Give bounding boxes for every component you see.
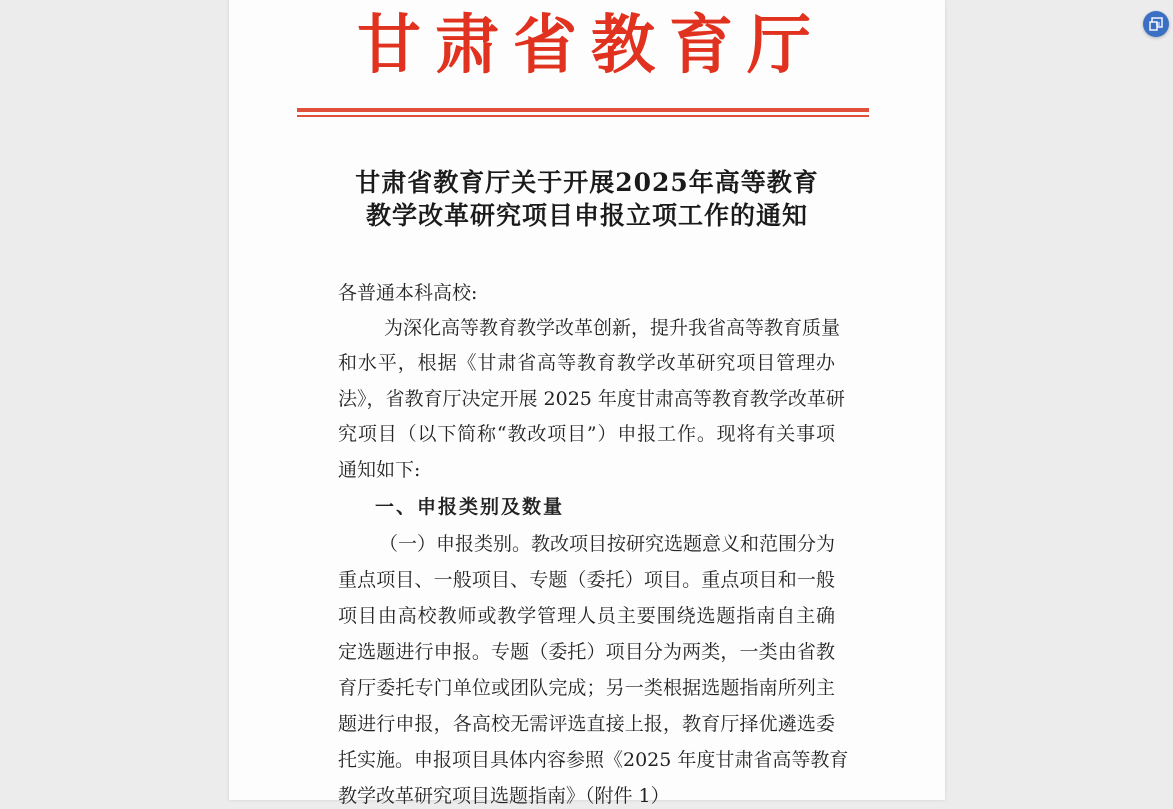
- document-page: [229, 0, 945, 807]
- title-line-2: 教学改革研究项目申报立项工作的通知: [365, 201, 808, 230]
- translate-image-button[interactable]: [1143, 11, 1169, 37]
- section-line: 教学改革研究项目选题指南》（附件 1）: [338, 785, 670, 807]
- section-line: 托实施。申报项目具体内容参照《2025 年度甘肃省高等教育: [338, 749, 849, 771]
- masthead: 甘肃省教育厅: [357, 8, 825, 83]
- section-line: 题进行申报，各高校无需评选直接上报，教育厅择优遴选委: [338, 713, 835, 735]
- body-line: 法》，省教育厅决定开展 2025 年度甘肃高等教育教学改革研: [338, 388, 845, 410]
- section-heading: 一、申报类别及数量: [375, 496, 565, 518]
- masthead-rule-thin: [297, 115, 869, 117]
- masthead-rule-thick: [297, 108, 869, 112]
- section-line: （一）申报类别。教改项目按研究选题意义和范围分为: [379, 533, 836, 555]
- body-line: 和水平，根据《甘肃省高等教育教学改革研究项目管理办: [338, 352, 835, 374]
- body-line: 究项目（以下简称“教改项目”）申报工作。现将有关事项: [338, 423, 835, 445]
- translate-image-icon: [1148, 16, 1164, 32]
- section-line: 重点项目、一般项目、专题（委托）项目。重点项目和一般: [338, 569, 835, 591]
- section-line: 项目由高校教师或教学管理人员主要围绕选题指南自主确: [338, 605, 835, 627]
- body-line: 为深化高等教育教学改革创新，提升我省高等教育质量: [384, 317, 841, 339]
- salutation: 各普通本科高校:: [338, 282, 478, 304]
- section-line: 育厅委托专门单位或团队完成；另一类根据选题指南所列主: [338, 677, 835, 699]
- title-line-1: 甘肃省教育厅关于开展2025年高等教育: [355, 168, 819, 197]
- body-line: 通知如下:: [338, 459, 421, 481]
- section-line: 定选题进行申报。专题（委托）项目分为两类，一类由省教: [338, 641, 835, 663]
